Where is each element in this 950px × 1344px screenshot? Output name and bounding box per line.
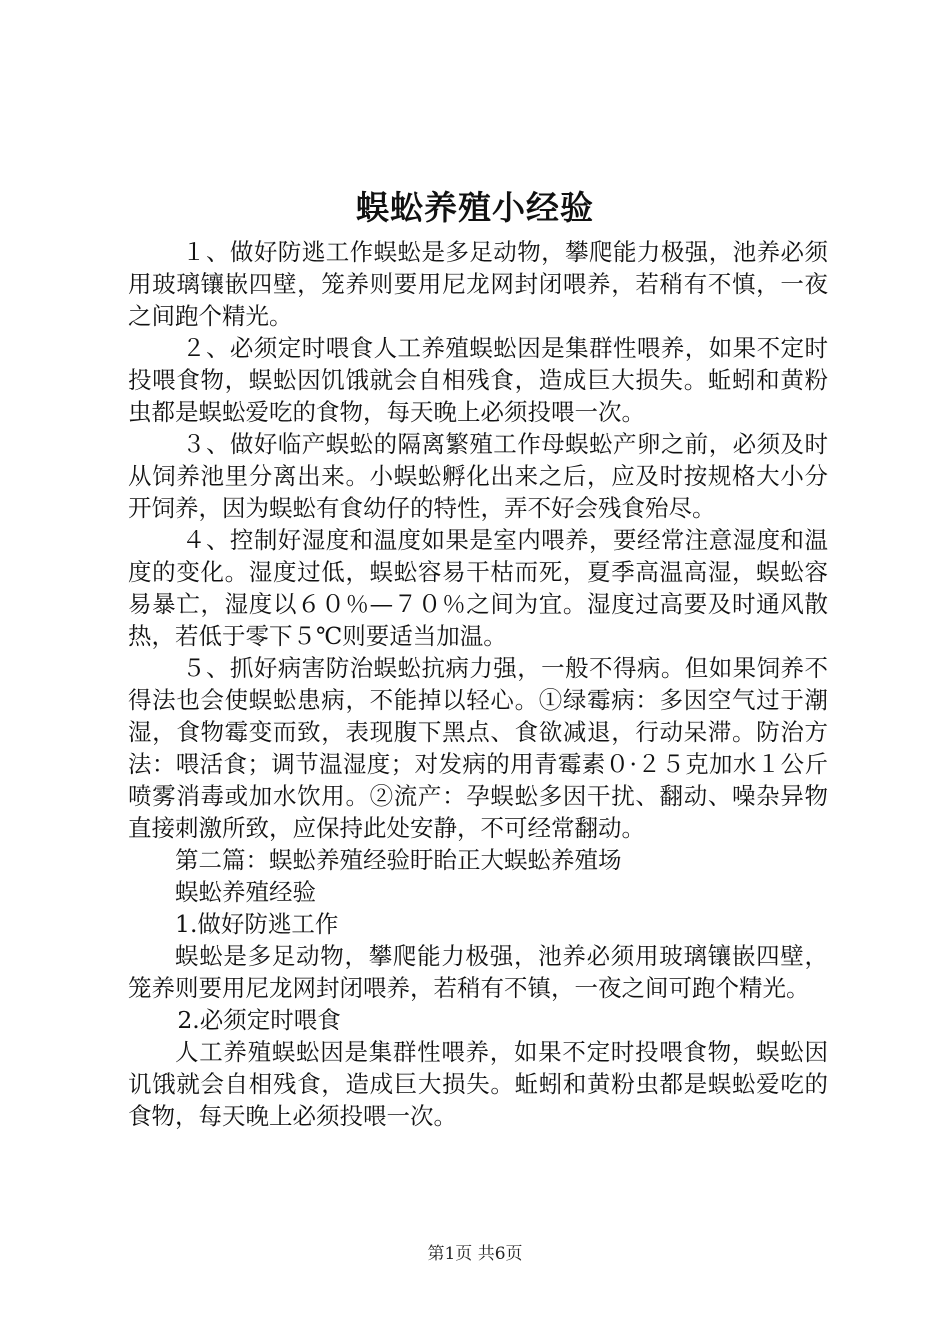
item-1-heading: 1.做好防逃工作 [175,910,339,938]
item-1-body: 蜈蚣是多足动物，攀爬能力极强，池养必须用玻璃镶嵌四壁，笼养则要用尼龙网封闭喂养，若稍有不镇，一夜之间可跑个精光。 [128,942,828,1002]
paragraph-2: ２、必须定时喂食人工养殖蜈蚣因是集群性喂养，如果不定时投喂食物，蜈蚣因饥饿就会自相残食，造成巨大损失。蚯蚓和黄粉虫都是蜈蚣爱吃的食物，每天晚上必须投喂一次。 [128,334,828,426]
page-footer: 第1页 共6页 [427,1244,523,1264]
item-2-heading: 2.必须定时喂食 [177,1006,341,1034]
item-2-body: 人工养殖蜈蚣因是集群性喂养，如果不定时投喂食物，蜈蚣因讥饿就会自相残食，造成巨大损失。蚯蚓和黄粉虫都是蜈蚣爱吃的食物，每天晚上必须投喂一次。 [128,1038,828,1130]
paragraph-5: ５、抓好病害防治蜈蚣抗病力强，一般不得病。但如果饲养不得法也会使蜈蚣患病，不能掉以轻心。①绿霉病：多因空气过于潮湿，食物霉变而致，表现腹下黑点、食欲减退，行动呆滞。防治方法：喂活食；调节温湿度；对发病的用青霉素０·２５克加水１公斤喷雾消毒或加水饮用。②流产：孕蜈蚣多因干扰、翻动、噪杂异物直接刺激所致，应保持此处安静，不可经常翻动。 [128,654,828,842]
paragraph-1: １、做好防逃工作蜈蚣是多足动物，攀爬能力极强，池养必须用玻璃镶嵌四壁，笼养则要用尼龙网封闭喂养，若稍有不慎，一夜之间跑个精光。 [128,238,828,330]
paragraph-3: ３、做好临产蜈蚣的隔离繁殖工作母蜈蚣产卵之前，必须及时从饲养池里分离出来。小蜈蚣孵化出来之后，应及时按规格大小分开饲养，因为蜈蚣有食幼仔的特性，弄不好会残食殆尽。 [128,430,828,522]
document-title: 蜈蚣养殖小经验 [356,188,594,227]
section-heading: 第二篇：蜈蚣养殖经验盱眙正大蜈蚣养殖场 [175,846,622,874]
paragraph-4: ４、控制好湿度和温度如果是室内喂养，要经常注意湿度和温度的变化。湿度过低，蜈蚣容易干枯而死，夏季高温高湿，蜈蚣容易暴亡，湿度以６０％—７０％之间为宜。湿度过高要及时通风散热，若低于零下５℃则要适当加温。 [128,526,828,650]
section-subtitle: 蜈蚣养殖经验 [175,878,316,906]
document-body [128,236,828,1132]
